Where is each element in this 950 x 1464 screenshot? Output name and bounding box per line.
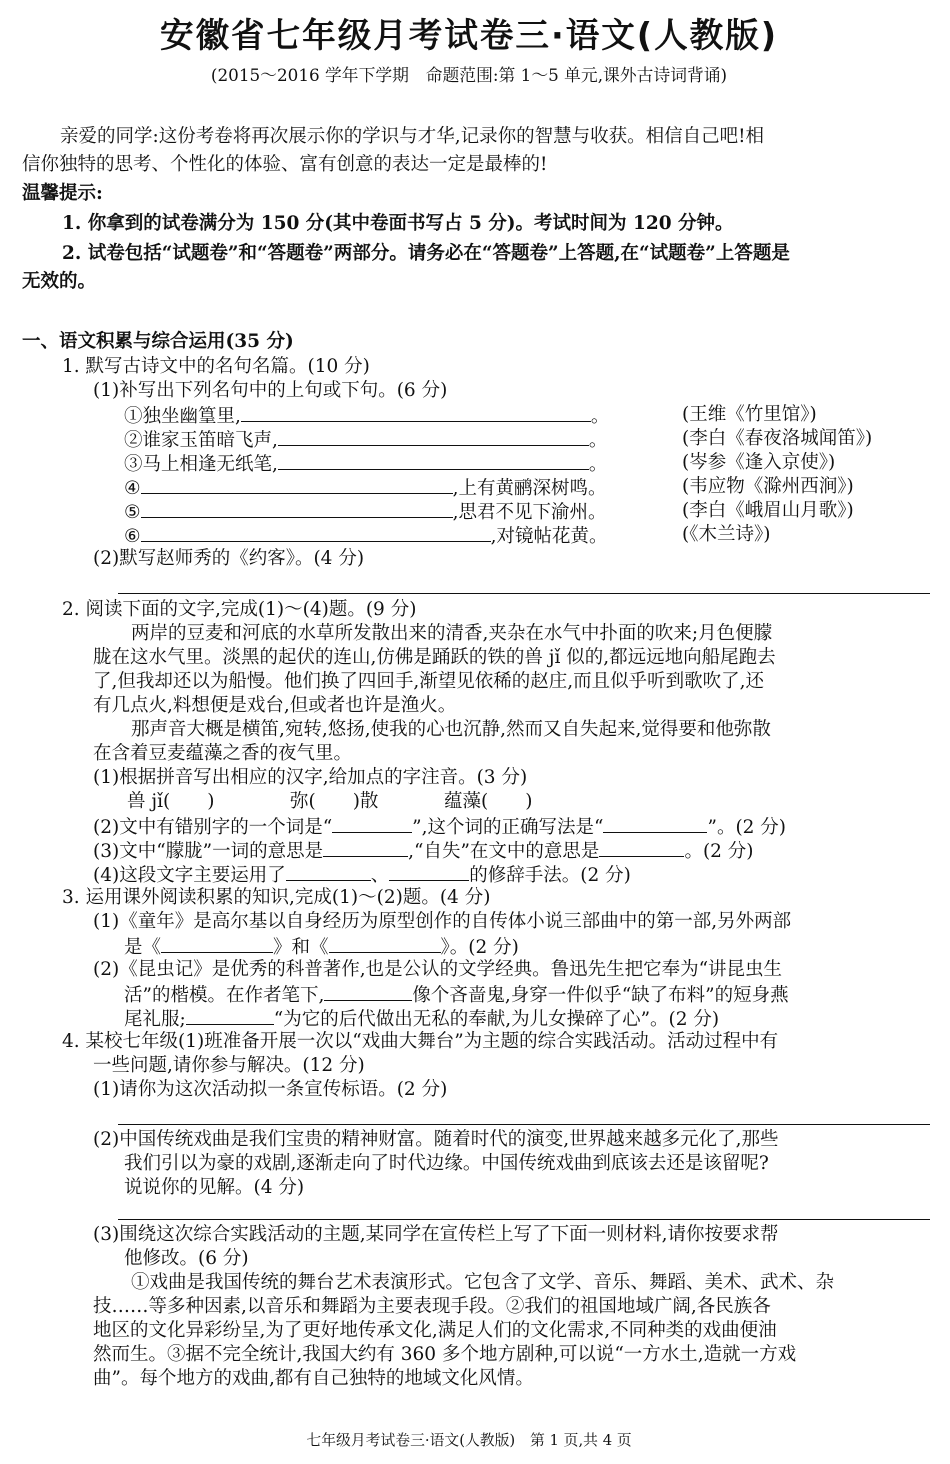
q2-s2-text-c: ”。(2 分) xyxy=(707,817,787,838)
tip-1: 1. 你拿到的试卷满分为 150 分(其中卷面书写占 5 分)。考试时间为 120 分钟。 xyxy=(62,213,734,234)
q2-s3-text-c: 。(2 分) xyxy=(684,841,754,862)
q3-s2-text-a: 活”的楷模。在作者笔下, xyxy=(124,985,325,1006)
q2-passage-2: 胧在这水气里。淡黑的起伏的连山,仿佛是踊跃的铁的兽 jǐ 似的,都远远地向船尾跑去 xyxy=(93,647,776,668)
q3-s1: (1)《童年》是高尔基以自身经历为原型创作的自传体小说三部曲中的第一部,另外两部 xyxy=(93,911,792,932)
q4-material-2: 技……等多种因素,以音乐和舞蹈为主要表现手段。②我们的祖国地域广阔,各民族各 xyxy=(93,1296,771,1317)
q1-item-4 xyxy=(124,475,606,501)
q1-item-1-source: (王维《竹里馆》) xyxy=(682,404,817,425)
q2-s3-text-a: (3)文中“朦胧”一词的意思是 xyxy=(93,841,324,862)
q1-item-4-text: ④ xyxy=(124,478,141,499)
answer-blank[interactable] xyxy=(286,862,371,881)
q4-material-1: ①戏曲是我国传统的舞台艺术表演形式。它包含了文学、音乐、舞蹈、美术、武术、杂 xyxy=(131,1272,835,1293)
tip-2-cont: 无效的。 xyxy=(22,271,97,292)
q1-item-5 xyxy=(124,499,606,525)
q2-s4 xyxy=(93,862,631,888)
q3-stem: 3. 运用课外阅读积累的知识,完成(1)～(2)题。(4 分) xyxy=(62,887,491,908)
answer-blank[interactable] xyxy=(389,862,469,881)
q4-s3-line-2: 他修改。(6 分) xyxy=(124,1248,249,1269)
answer-blank[interactable] xyxy=(332,814,412,833)
answer-blank[interactable] xyxy=(603,814,707,833)
q2-s2-text-b: ”,这个词的正确写法是“ xyxy=(412,817,604,838)
answer-blank[interactable] xyxy=(141,475,453,494)
q1-item-3-source: (岑参《逢入京使》) xyxy=(682,452,836,473)
q1-item-2-end: 。 xyxy=(588,430,608,451)
q1-item-2 xyxy=(124,427,607,453)
q4-stem-2: 一些问题,请你参与解决。(12 分) xyxy=(93,1055,365,1076)
page-footer: 七年级月考试卷三·语文(人教版) 第 1 页,共 4 页 xyxy=(306,1431,632,1449)
q1-sub1: (1)补写出下列名句中的上句或下句。(6 分) xyxy=(93,380,448,401)
q2-s4-text-c: 的修辞手法。(2 分) xyxy=(469,865,631,886)
answer-blank[interactable] xyxy=(278,427,589,446)
q1-item-6-source: (《木兰诗》) xyxy=(682,524,771,545)
q3-s2-text-d: “为它的后代做出无私的奉献,为儿女操碎了心”。(2 分) xyxy=(273,1009,720,1030)
q2-passage-1: 两岸的豆麦和河底的水草所发散出来的清香,夹杂在水气中扑面的吹来;月色便朦 xyxy=(131,623,773,644)
q3-s1-text-c: 》。(2 分) xyxy=(440,937,519,958)
answer-blank[interactable] xyxy=(278,451,589,470)
answer-line[interactable] xyxy=(118,1219,930,1220)
answer-blank[interactable] xyxy=(324,982,412,1001)
q1-item-4-source: (韦应物《滁州西涧》) xyxy=(682,476,854,497)
answer-blank[interactable] xyxy=(141,523,491,542)
q4-material-5: 曲”。每个地方的戏曲,都有自己独特的地域文化风情。 xyxy=(93,1368,534,1389)
answer-blank[interactable] xyxy=(141,499,453,518)
q1-sub2: (2)默写赵师秀的《约客》。(4 分) xyxy=(93,548,365,569)
q4-s2-line-3: 说说你的见解。(4 分) xyxy=(124,1177,305,1198)
q3-s1-text-a: 是《 xyxy=(124,937,162,958)
q1-item-1-end: 。 xyxy=(590,406,610,427)
intro-line-1: 亲爱的同学:这份考卷将再次展示你的学识与才华,记录你的智慧与收获。相信自己吧!相 xyxy=(60,126,765,147)
q2-passage-4: 有几点火,料想便是戏台,但或者也许是渔火。 xyxy=(93,695,457,716)
q4-s3-line-1: (3)围绕这次综合实践活动的主题,某同学在宣传栏上写了下面一则材料,请你按要求帮 xyxy=(93,1224,779,1245)
q2-s4-text-b: 、 xyxy=(370,865,390,886)
q1-item-1-text: ①独坐幽篁里, xyxy=(124,406,241,427)
q2-s2 xyxy=(93,814,786,840)
q2-s1-a: 兽 jǐ( ) xyxy=(127,791,215,812)
q2-s1-c: 蕴藻( ) xyxy=(444,791,533,812)
intro-line-2: 信你独特的思考、个性化的体验、富有创意的表达一定是最棒的! xyxy=(22,154,548,175)
q3-s1-text-b: 》和《 xyxy=(273,937,329,958)
q2-s1-b: 弥( )散 xyxy=(290,791,379,812)
tips-heading: 温馨提示: xyxy=(22,183,103,204)
q1-item-6-text: ⑥ xyxy=(124,526,141,547)
answer-blank[interactable] xyxy=(329,934,441,953)
answer-blank[interactable] xyxy=(599,838,684,857)
q2-passage-6: 在含着豆麦蕴藻之香的夜气里。 xyxy=(93,743,353,764)
q1-stem: 1. 默写古诗文中的名句名篇。(10 分) xyxy=(62,356,370,377)
q1-item-4-end: ,上有黄鹂深树鸣。 xyxy=(452,478,607,499)
q2-s1: (1)根据拼音写出相应的汉字,给加点的字注音。(3 分) xyxy=(93,767,528,788)
q2-s4-text-a: (4)这段文字主要运用了 xyxy=(93,865,286,886)
answer-blank[interactable] xyxy=(323,838,408,857)
page-subtitle: (2015～2016 学年下学期 命题范围:第 1～5 单元,课外古诗词背诵) xyxy=(210,66,728,86)
tip-2: 2. 试卷包括“试题卷”和“答题卷”两部分。请务必在“答题卷”上答题,在“试题卷”上答题是 xyxy=(62,243,790,264)
q1-item-5-source: (李白《峨眉山月歌》) xyxy=(682,500,854,521)
q1-item-6-end: ,对镜帖花黄。 xyxy=(490,526,608,547)
q2-s2-text-a: (2)文中有错别字的一个词是“ xyxy=(93,817,333,838)
q1-item-5-end: ,思君不见下渝州。 xyxy=(452,502,607,523)
q4-s2-line-1: (2)中国传统戏曲是我们宝贵的精神财富。随着时代的演变,世界越来越多元化了,那些 xyxy=(93,1129,779,1150)
q2-passage-3: 了,但我却还以为船慢。他们换了四回手,渐望见依稀的赵庄,而且似乎听到歌吹了,还 xyxy=(93,671,765,692)
page-title: 安徽省七年级月考试卷三·语文(人教版) xyxy=(159,16,779,56)
answer-line[interactable] xyxy=(118,593,930,594)
q2-s3-text-b: ,“自失”在文中的意思是 xyxy=(408,841,600,862)
section-1-heading: 一、语文积累与综合运用(35 分) xyxy=(22,331,294,352)
q1-item-5-text: ⑤ xyxy=(124,502,141,523)
q4-material-3: 地区的文化异彩纷呈,为了更好地传承文化,满足人们的文化需求,不同种类的戏曲便油 xyxy=(93,1320,777,1341)
answer-line[interactable] xyxy=(118,1124,930,1125)
q2-passage-5: 那声音大概是横笛,宛转,悠扬,使我的心也沉静,然而又自失起来,觉得要和他弥散 xyxy=(131,719,771,740)
q1-item-2-source: (李白《春夜洛城闻笛》) xyxy=(682,428,873,449)
q1-item-3-text: ③马上相逢无纸笔, xyxy=(124,454,278,475)
q1-item-1 xyxy=(124,403,609,429)
q3-s2-line2 xyxy=(124,982,789,1008)
q3-s2-text-b: 像个吝啬鬼,身穿一件似乎“缺了布料”的短身燕 xyxy=(412,985,789,1006)
answer-blank[interactable] xyxy=(161,934,273,953)
q3-s2-line3 xyxy=(124,1006,719,1032)
q4-s2-line-2: 我们引以为豪的戏剧,逐渐走向了时代边缘。中国传统戏曲到底该去还是该留呢? xyxy=(124,1153,769,1174)
answer-blank[interactable] xyxy=(186,1006,274,1025)
q3-s2: (2)《昆虫记》是优秀的科普著作,也是公认的文学经典。鲁迅先生把它奉为“讲昆虫生 xyxy=(93,959,783,980)
q1-item-3-end: 。 xyxy=(588,454,608,475)
q1-item-3 xyxy=(124,451,607,477)
q3-s2-text-c: 尾礼服; xyxy=(124,1009,186,1030)
q4-stem-1: 4. 某校七年级(1)班准备开展一次以“戏曲大舞台”为主题的综合实践活动。活动过程中有 xyxy=(62,1031,779,1052)
q3-s1-line2 xyxy=(124,934,519,960)
q1-item-6 xyxy=(124,523,607,549)
q4-s1: (1)请你为这次活动拟一条宣传标语。(2 分) xyxy=(93,1079,448,1100)
q2-stem: 2. 阅读下面的文字,完成(1)～(4)题。(9 分) xyxy=(62,599,417,620)
q2-s3 xyxy=(93,838,754,864)
answer-blank[interactable] xyxy=(241,403,591,422)
q4-material-4: 然而生。③据不完全统计,我国大约有 360 多个地方剧种,可以说“一方水土,造就一方戏 xyxy=(93,1344,797,1365)
q1-item-2-text: ②谁家玉笛暗飞声, xyxy=(124,430,278,451)
